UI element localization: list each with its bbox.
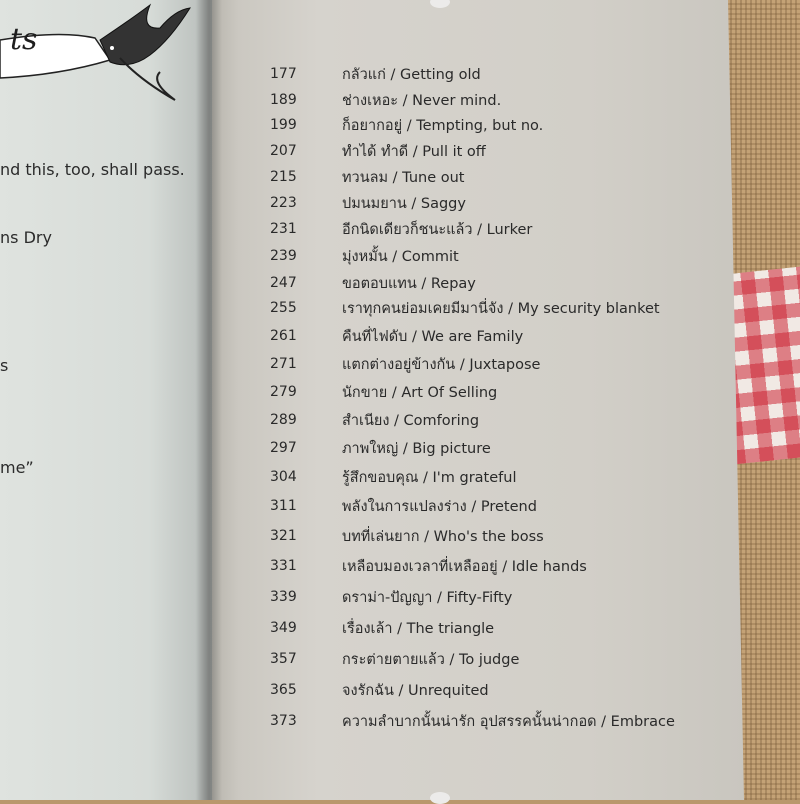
toc-title: พลังในการแปลงร่าง / Pretend (342, 498, 537, 515)
toc-title: ความลำบากนั้นน่ารัก อุปสรรคนั้นน่ากอด / Embrace (342, 713, 675, 730)
toc-title: ปมนมยาน / Saggy (342, 195, 466, 212)
toc-page-number: 279 (270, 384, 297, 400)
toc-entry (270, 524, 544, 548)
toc-page-number: 255 (270, 300, 297, 316)
toc-title: เหลือบมองเวลาที่เหลืออยู่ / Idle hands (342, 558, 587, 575)
toc-entry (270, 88, 501, 112)
binding-hole-bottom (430, 792, 450, 804)
toc-page-number: 231 (270, 221, 297, 237)
toc-entry (270, 465, 516, 489)
toc-entry (270, 436, 491, 460)
toc-entry (270, 678, 489, 702)
toc-title: สำเนียง / Comforing (342, 412, 480, 429)
left-page (0, 0, 212, 800)
toc-title: นักขาย / Art Of Selling (342, 384, 498, 401)
toc-entry (270, 191, 466, 215)
toc-title: ทวนลม / Tune out (342, 169, 465, 186)
toc-title: ขอตอบแทน / Repay (342, 275, 476, 292)
toc-page-number: 199 (270, 117, 297, 133)
toc-entry (270, 709, 675, 733)
toc-entry (270, 380, 497, 404)
toc-page-number: 311 (270, 498, 297, 514)
toc-title: ภาพใหญ่ / Big picture (342, 440, 491, 457)
toc-entry (270, 165, 464, 189)
toc-page-number: 339 (270, 589, 297, 605)
toc-entry (270, 62, 481, 86)
toc-entry (270, 139, 486, 163)
toc-title: ก็อยากอยู่ / Tempting, but no. (342, 117, 544, 134)
toc-title: กระต่ายตายแล้ว / To judge (342, 651, 520, 668)
toc-page-number: 297 (270, 440, 297, 456)
toc-page-number: 349 (270, 620, 297, 636)
toc-title: กลัวแก่ / Getting old (342, 66, 481, 83)
toc-page-number: 321 (270, 528, 297, 544)
left-text-line-4: me” (0, 458, 34, 477)
toc-page-number: 207 (270, 143, 297, 159)
toc-entry (270, 585, 512, 609)
toc-title: ดราม่า-ปัญญา / Fifty-Fifty (342, 589, 513, 606)
toc-page-number: 247 (270, 275, 297, 291)
toc-page-number: 289 (270, 412, 297, 428)
toc-title: เรื่องเล้า / The triangle (342, 620, 495, 637)
toc-entry (270, 271, 476, 295)
toc-page-number: 357 (270, 651, 297, 667)
toc-page-number: 373 (270, 713, 297, 729)
toc-title: ช่างเหอะ / Never mind. (342, 92, 502, 109)
toc-page-number: 365 (270, 682, 297, 698)
left-text-line-3: s (0, 356, 9, 375)
toc-title: อีกนิดเดียวก็ชนะแล้ว / Lurker (342, 221, 533, 238)
toc-entry (270, 113, 543, 137)
toc-title: คืนที่ไฟดับ / We are Family (342, 328, 524, 345)
toc-page-number: 304 (270, 469, 297, 485)
toc-entry (270, 616, 494, 640)
toc-page-number: 239 (270, 248, 297, 264)
toc-entry (270, 217, 532, 241)
left-text-line-1: nd this, too, shall pass. (0, 160, 185, 179)
toc-entry (270, 244, 459, 268)
toc-title: จงรักฉัน / Unrequited (342, 682, 489, 699)
toc-entry (270, 352, 540, 376)
toc-page-number: 223 (270, 195, 297, 211)
left-text-line-2: ns Dry (0, 228, 52, 247)
toc-title: ทำได้ ทำดี / Pull it off (342, 143, 486, 160)
toc-entry (270, 408, 479, 432)
toc-page-number: 261 (270, 328, 297, 344)
toc-entry (270, 647, 519, 671)
toc-page-number: 177 (270, 66, 297, 82)
toc-entry (270, 324, 523, 348)
toc-page-number: 215 (270, 169, 297, 185)
toc-title: แตกต่างอยู่ข้างกัน / Juxtapose (342, 356, 541, 373)
toc-title: บทที่เล่นยาก / Who's the boss (342, 528, 544, 545)
heading-fragment: ts (10, 22, 38, 57)
toc-title: มุ่งหมั้น / Commit (342, 248, 459, 265)
toc-entry (270, 296, 660, 320)
toc-page-number: 331 (270, 558, 297, 574)
bird-illustration (0, 0, 200, 110)
toc-entry (270, 494, 537, 518)
toc-entry (270, 554, 587, 578)
book-gutter (196, 0, 222, 800)
toc-title: รู้สึกขอบคุณ / I'm grateful (342, 469, 517, 486)
toc-page-number: 189 (270, 92, 297, 108)
toc-title: เราทุกคนย่อมเคยมีมานี่จัง / My security blanket (342, 300, 660, 317)
toc-page-number: 271 (270, 356, 297, 372)
